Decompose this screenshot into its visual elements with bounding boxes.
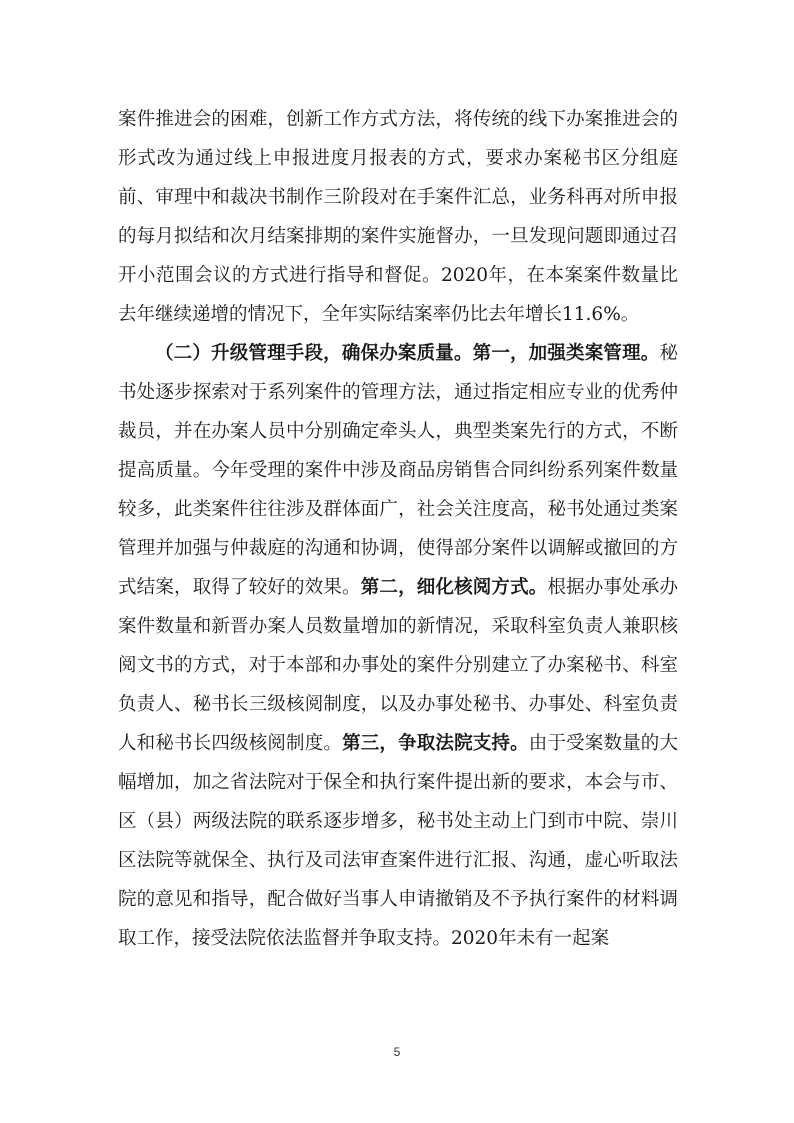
section-text-1: 秘书处逐步探索对于系列案件的管理方法，通过指定相应专业的优秀仲裁员，并在办案人员中分别确定牵头人，典型类案先行的方式，不断提高质量。今年受理的案件中涉及商品房销售合同纠纷系列案件数量较多，此类案件往往涉及群体面广，社会关注度高，秘书处通过类案管理并加强与仲裁庭的沟通和协调，使得部分案件以调解或撤回的方式结案，取得了较好的效果。 xyxy=(118,343,678,598)
paragraph-section-two xyxy=(118,334,678,958)
subheading-two: 第二，细化核阅方式。 xyxy=(360,577,548,598)
section-text-2: 根据办事处承办案件数量和新晋办案人员数量增加的新情况，采取科室负责人兼职核阅文书的方式，对于本部和办事处的案件分别建立了办案秘书、科室负责人、秘书长三级核阅制度，以及办事处秘书、办事处、科室负责人和秘书长四级核阅制度。 xyxy=(118,577,678,754)
section-text-3: 由于受案数量的大幅增加，加之省法院对于保全和执行案件提出新的要求，本会与市、区（县）两级法院的联系逐步增多，秘书处主动上门到市中院、崇川区法院等就保全、执行及司法审查案件进行汇报、沟通，虚心听取法院的意见和指导，配合做好当事人申请撤销及不予执行案件的材料调取工作，接受法院依法监督并争取支持。2020年未有一起案 xyxy=(118,733,678,949)
subheading-three: 第三，争取法院支持。 xyxy=(342,733,529,754)
page-number: 5 xyxy=(393,1045,401,1059)
section-heading: （二）升级管理手段，确保办案质量。第一，加强类案管理。 xyxy=(155,343,660,364)
paragraph-continued: 案件推进会的困难，创新工作方式方法，将传统的线下办案推进会的形式改为通过线上申报进度月报表的方式，要求办案秘书区分组庭前、审理中和裁决书制作三阶段对在手案件汇总，业务科再对所申报的每月拟结和次月结案排期的案件实施督办，一旦发现问题即通过召开小范围会议的方式进行指导和督促。2020年，在本案案件数量比去年继续递增的情况下，全年实际结案率仍比去年增长11.6%。 xyxy=(118,109,678,325)
document-body xyxy=(118,100,678,958)
